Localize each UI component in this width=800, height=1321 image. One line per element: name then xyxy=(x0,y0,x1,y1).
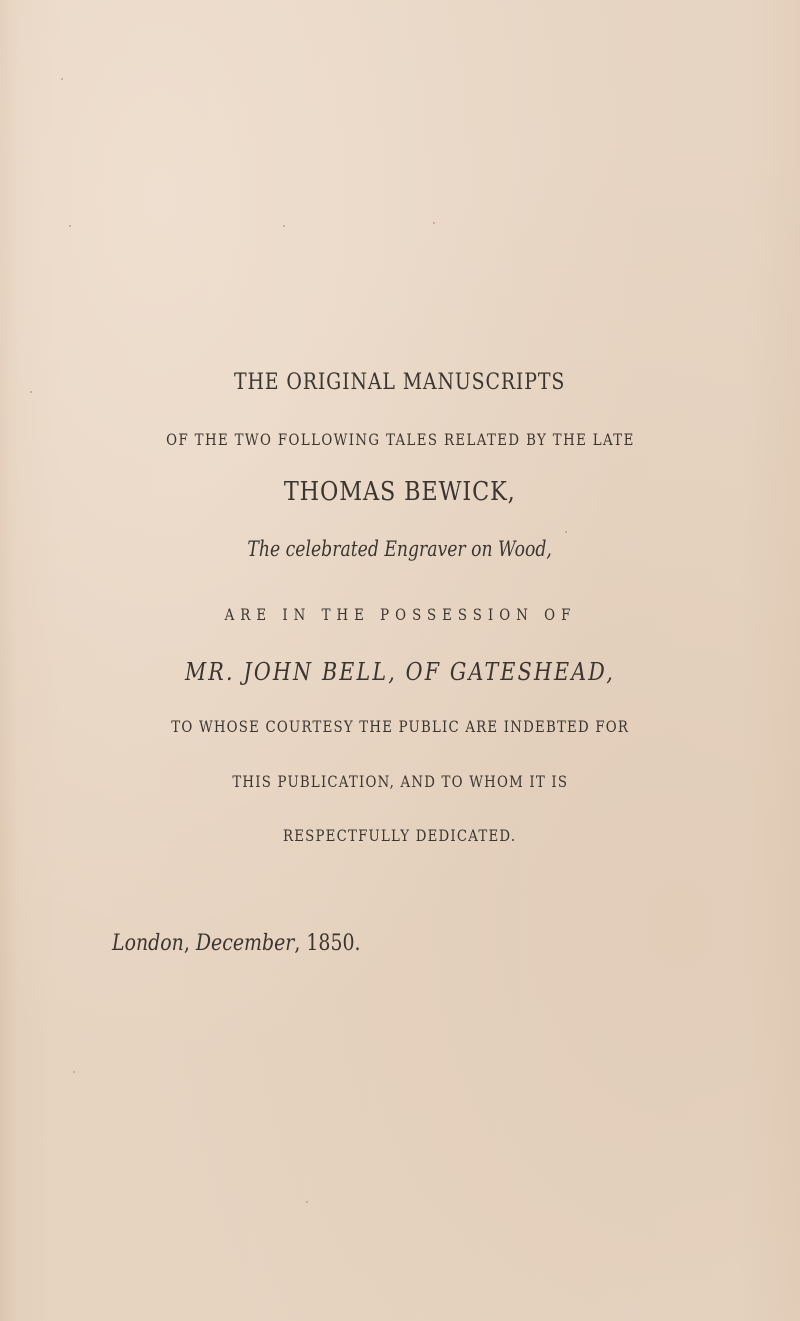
author-description xyxy=(0,537,800,561)
dateline xyxy=(112,931,361,956)
paper-speck xyxy=(433,222,435,224)
dedication-line-9: RESPECTFULLY DEDICATED. xyxy=(283,827,517,845)
dateline-separator: , xyxy=(183,931,196,956)
paper-speck xyxy=(61,78,63,80)
dedication-line-5: ARE IN THE POSSESSION OF xyxy=(224,606,576,624)
paper-speck xyxy=(565,531,567,533)
dedication-line-6: MR. JOHN BELL, OF GATESHEAD, xyxy=(185,658,615,686)
dedication-closing xyxy=(0,827,800,845)
paper-speck xyxy=(306,1201,308,1203)
dateline-place: London xyxy=(112,931,184,956)
author-name xyxy=(0,477,800,507)
possession-statement xyxy=(0,606,800,624)
dateline-month: December xyxy=(195,931,295,956)
dedication-line-8: THIS PUBLICATION, AND TO WHOM IT IS xyxy=(232,773,568,791)
publication-statement xyxy=(0,773,800,791)
paper-speck xyxy=(283,225,285,227)
courtesy-statement xyxy=(0,718,800,736)
dedicatee-name xyxy=(0,658,800,686)
dedication-line-4: The celebrated Engraver on Wood, xyxy=(247,537,553,561)
dateline-separator: , xyxy=(294,931,307,956)
dedication-line-2: OF THE TWO FOLLOWING TALES RELATED BY THE LATE xyxy=(165,431,635,449)
dedication-subheading xyxy=(0,431,800,449)
dedication-line-7: TO WHOSE COURTESY THE PUBLIC ARE INDEBTED FOR xyxy=(171,718,629,736)
paper-speck xyxy=(73,1071,75,1073)
dateline-year: 1850. xyxy=(306,931,361,956)
paper-speck xyxy=(69,225,71,227)
dedication-line-3: THOMAS BEWICK, xyxy=(284,477,516,507)
dedication-heading xyxy=(0,370,800,395)
dedication-line-1: THE ORIGINAL MANUSCRIPTS xyxy=(234,370,566,395)
